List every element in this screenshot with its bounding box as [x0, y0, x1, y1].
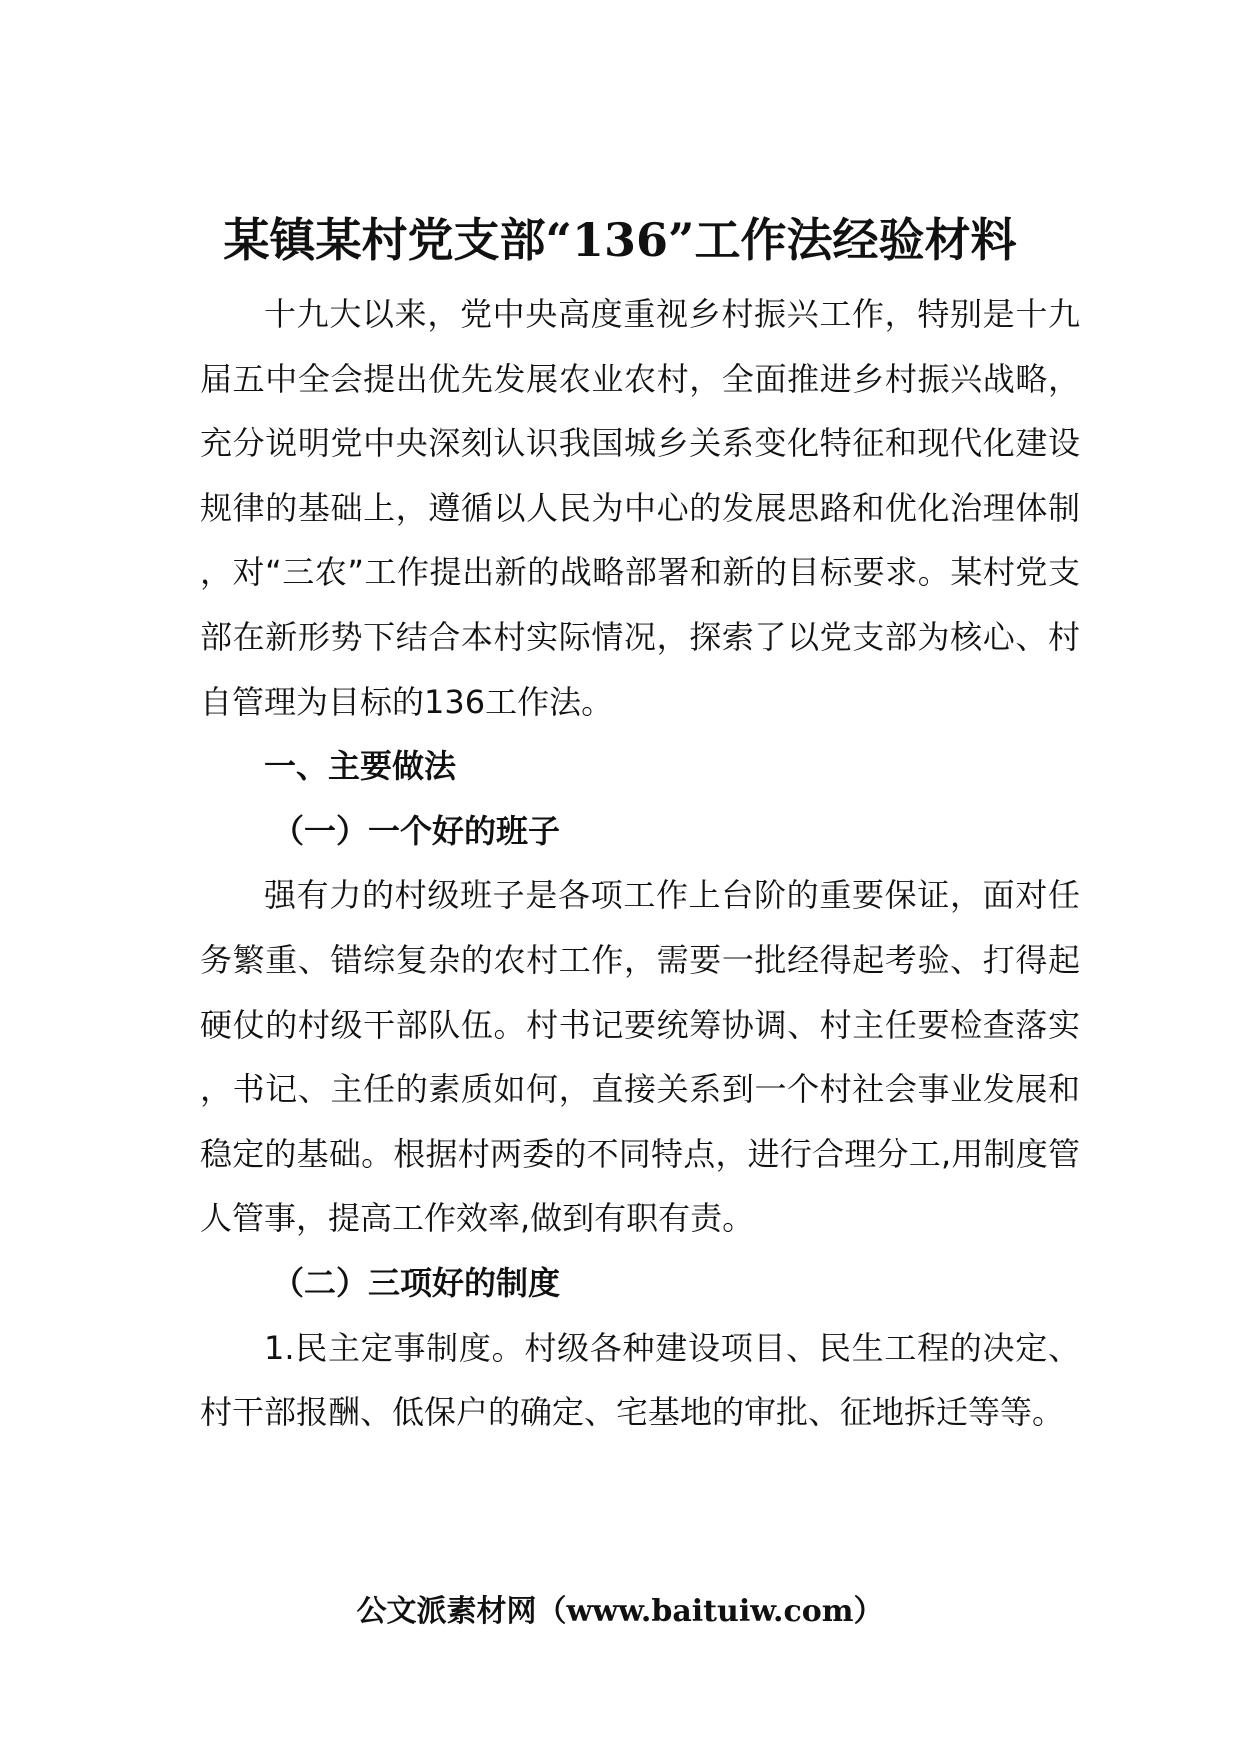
subsection-heading-three-systems: （二）三项好的制度 [272, 1263, 561, 1302]
good-team-paragraph: 强有力的村级班子是各项工作上台阶的重要保证，面对任务繁重、错综复杂的农村工作，需要一批经得起考验、打得起硬仗的村级干部队伍。村书记要统筹协调、村主任要检查落实，书记、主任的素质如何，直接关系到一个村社会事业发展和稳定的基础。根据村两委的不同特点，进行合理分工,用制度管人管事，提高工作效率,做到有职有责。 [200, 876, 1080, 1238]
footer-source-text: 公文派素材网（www.baituiw.com） [356, 1594, 884, 1629]
document-body [200, 282, 1080, 1445]
intro-paragraph: 十九大以来，党中央高度重视乡村振兴工作，特别是十九届五中全会提出优先发展农业农村，全面推进乡村振兴战略，充分说明党中央深刻认识我国城乡关系变化特征和现代化建设规律的基础上，遵循以人民为中心的发展思路和优化治理体制，对“三农”工作提出新的战略部署和新的目标要求。某村党支部在新形势下结合本村实际情况，探索了以党支部为核心、村自管理为目标的136工作法。 [200, 295, 1080, 721]
democratic-decision-paragraph: 1.民主定事制度。村级各种建设项目、民生工程的决定、村干部报酬、低保户的确定、宅基地的审批、征地拆迁等等。 [200, 1328, 1080, 1432]
subsection-heading-good-team: （一）一个好的班子 [272, 811, 561, 850]
section-heading-main-practices: 一、主要做法 [264, 747, 457, 786]
document-title: 某镇某村党支部“136”工作法经验材料 [223, 213, 1017, 267]
